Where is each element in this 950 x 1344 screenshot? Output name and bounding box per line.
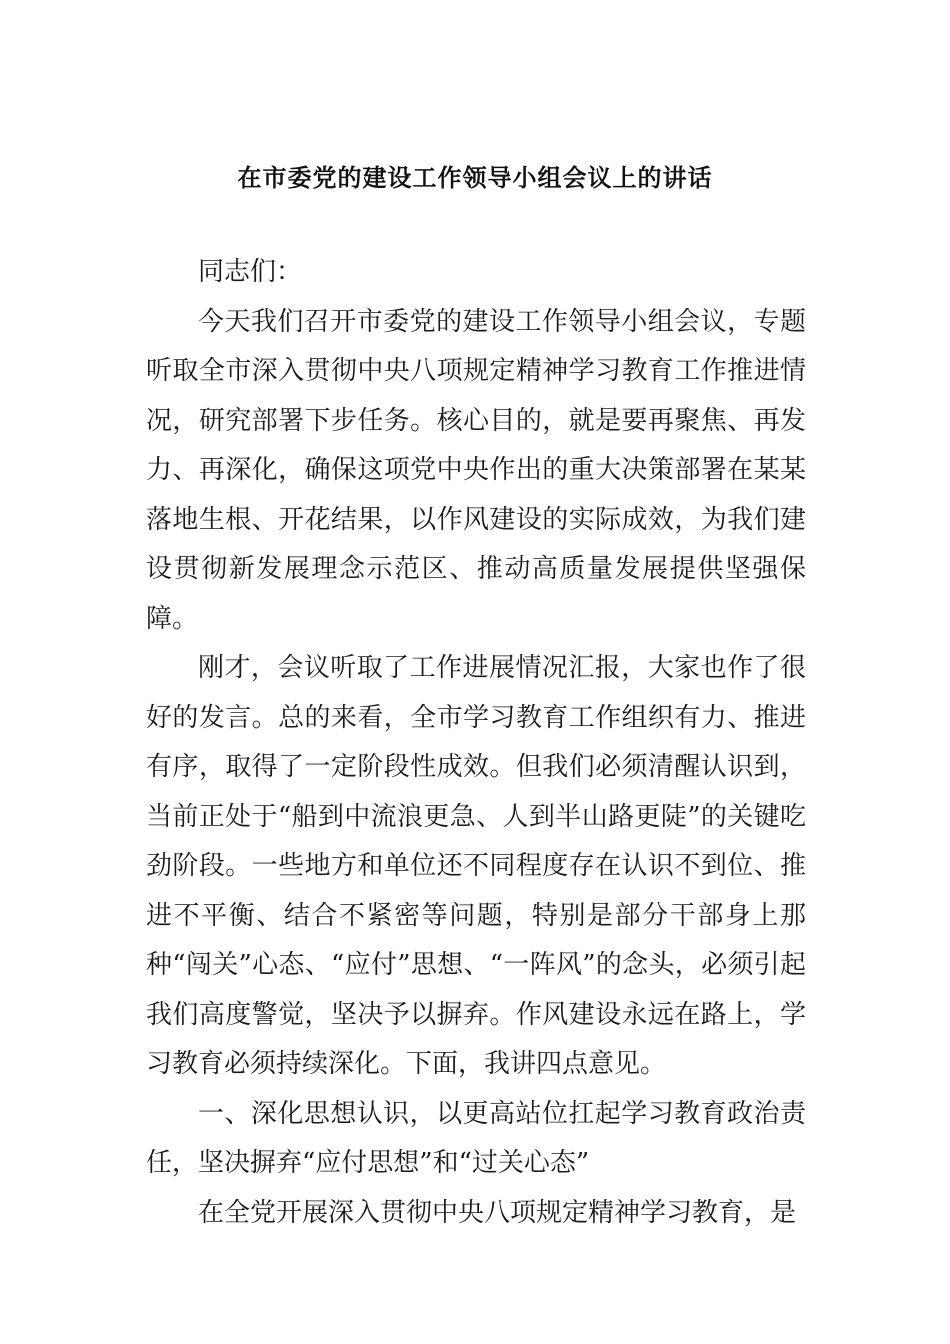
document-body: [146, 248, 806, 1238]
paragraph: 在全党开展深入贯彻中央八项规定精神学习教育，是: [198, 1197, 797, 1228]
salutation: 同志们：: [198, 257, 303, 287]
paragraph: 今天我们召开市委党的建设工作领导小组会议，专题听取全市深入贯彻中央八项规定精神学习教育工作推进情况，研究部署下步任务。核心目的，就是要再聚焦、再发力、再深化，确保这项党中央作出的重大决策部署在某某落地生根、开花结果，以作风建设的实际成效，为我们建设贯彻新发展理念示范区、推动高质量发展提供坚强保障。: [146, 306, 806, 634]
section-heading: 一、深化思想认识，以更高站位扛起学习教育政治责任，坚决摒弃“应付思想”和“过关心态”: [146, 1098, 806, 1178]
document-title: 在市委党的建设工作领导小组会议上的讲话: [237, 164, 713, 192]
paragraph: 刚才，会议听取了工作进展情况汇报，大家也作了很好的发言。总的来看，全市学习教育工作组织有力、推进有序，取得了一定阶段性成效。但我们必须清醒认识到，当前正处于“船到中流浪更急、人到半山路更陡”的关键吃劲阶段。一些地方和单位还不同程度存在认识不到位、推进不平衡、结合不紧密等问题，特别是部分干部身上那种“闯关”心态、“应付”思想、“一阵风”的念头，必须引起我们高度警觉，坚决予以摒弃。作风建设永远在路上，学习教育必须持续深化。下面，我讲四点意见。: [146, 653, 806, 1079]
